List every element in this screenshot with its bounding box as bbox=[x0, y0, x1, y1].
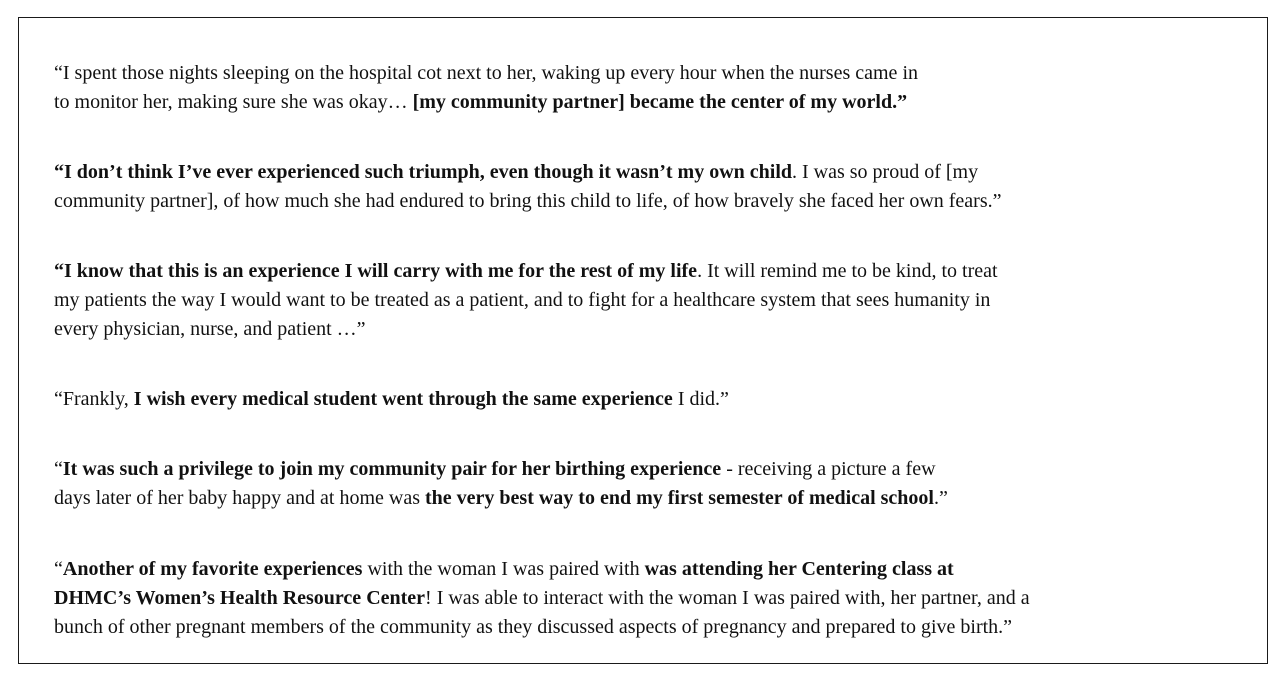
quote-emphasis: I wish every medical student went through the same experience bbox=[133, 388, 673, 410]
quote-text: ! I was able to interact with the woman I was paired with, her partner, and a bbox=[425, 587, 1030, 609]
quote-3 bbox=[54, 257, 998, 344]
quote-line bbox=[54, 187, 1002, 216]
quote-4 bbox=[54, 385, 729, 414]
quote-text: bunch of other pregnant members of the community as they discussed aspects of pregnancy and prepared to give birth.” bbox=[54, 616, 1013, 638]
quote-text: . I was so proud of [my bbox=[792, 161, 979, 183]
quote-text: “ bbox=[54, 558, 63, 580]
quote-emphasis: [my community partner] became the center of my world.” bbox=[412, 91, 908, 113]
quote-line bbox=[54, 455, 948, 484]
quote-text: “ bbox=[54, 458, 63, 480]
quote-6 bbox=[54, 555, 1030, 642]
quote-text: days later of her baby happy and at home was bbox=[54, 487, 425, 509]
quote-text: I did.” bbox=[672, 388, 729, 410]
quote-text: every physician, nurse, and patient …” bbox=[54, 318, 366, 340]
quote-line bbox=[54, 158, 1002, 187]
quote-emphasis: “I don’t think I’ve ever experienced such triumph, even though it wasn’t my own child bbox=[54, 161, 792, 183]
quote-text: with the woman I was paired with bbox=[362, 558, 645, 580]
quote-line bbox=[54, 286, 998, 315]
quote-line bbox=[54, 385, 729, 414]
quote-emphasis: the very best way to end my first semester of medical school bbox=[425, 487, 934, 509]
quote-line bbox=[54, 555, 1030, 584]
quote-line bbox=[54, 613, 1030, 642]
quote-text: - receiving a picture a few bbox=[721, 458, 936, 480]
quote-line bbox=[54, 484, 948, 513]
quote-line bbox=[54, 59, 918, 88]
quote-line bbox=[54, 88, 918, 117]
quote-emphasis: DHMC’s Women’s Health Resource Center bbox=[54, 587, 426, 609]
quote-text: to monitor her, making sure she was okay… bbox=[54, 91, 413, 113]
quote-emphasis: “I know that this is an experience I will carry with me for the rest of my life bbox=[54, 260, 698, 282]
quote-text: “Frankly, bbox=[54, 388, 134, 410]
quote-line bbox=[54, 315, 998, 344]
quote-2 bbox=[54, 158, 1002, 216]
quote-emphasis: It was such a privilege to join my community pair for her birthing experience bbox=[62, 458, 722, 480]
quote-text: my patients the way I would want to be treated as a patient, and to fight for a healthcare system that sees humanity in bbox=[54, 289, 991, 311]
quotes-panel bbox=[18, 17, 1268, 664]
quote-text: . It will remind me to be kind, to treat bbox=[697, 260, 998, 282]
quote-emphasis: Another of my favorite experiences bbox=[62, 558, 363, 580]
quote-text: “I spent those nights sleeping on the hospital cot next to her, waking up every hour when the nurses came in bbox=[54, 62, 918, 84]
quote-1 bbox=[54, 59, 918, 117]
quote-text: community partner], of how much she had endured to bring this child to life, of how bravely she faced her own fears.” bbox=[54, 190, 1002, 212]
quote-line bbox=[54, 257, 998, 286]
quote-emphasis: was attending her Centering class at bbox=[644, 558, 954, 580]
quote-5 bbox=[54, 455, 948, 513]
quote-line bbox=[54, 584, 1030, 613]
quote-text: .” bbox=[933, 487, 948, 509]
